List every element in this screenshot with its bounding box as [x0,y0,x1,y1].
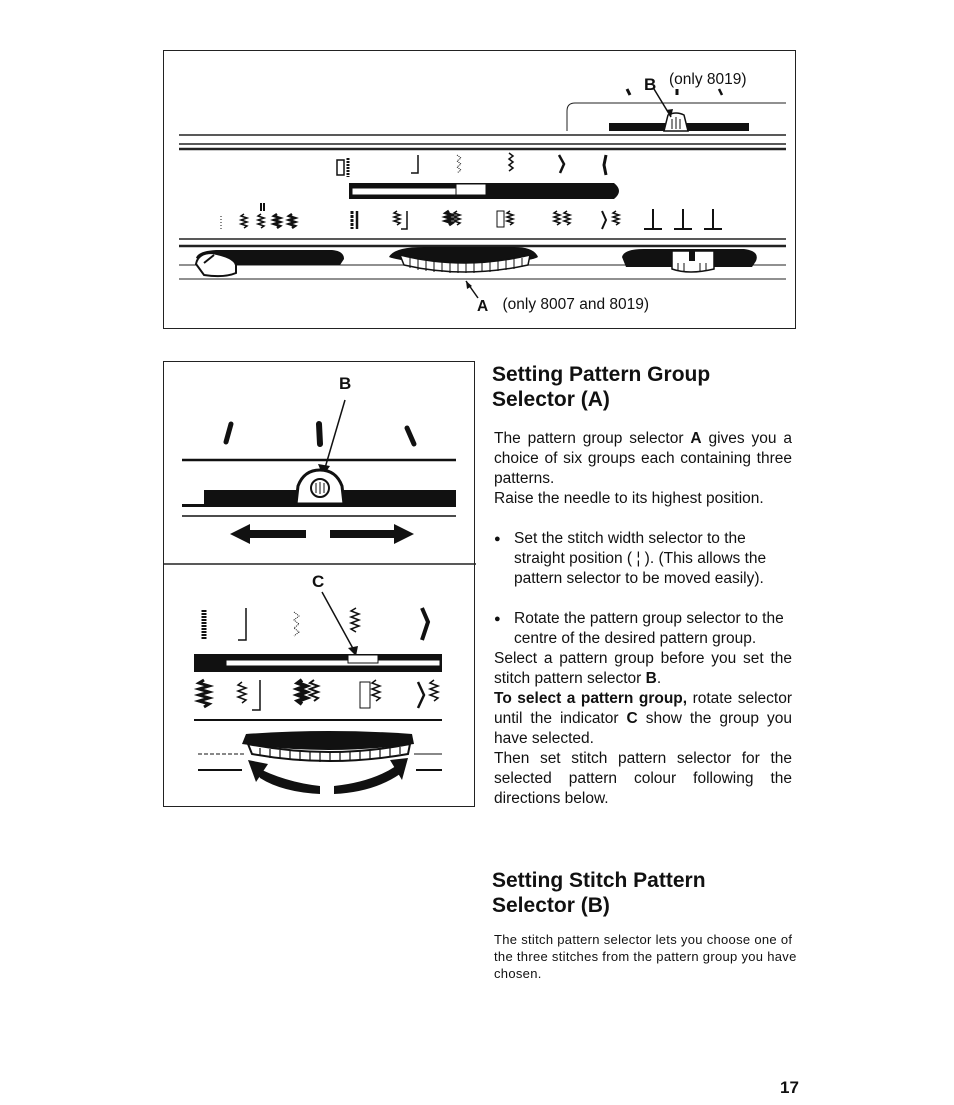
section1-bullet-1: ● Set the stitch width selector to the straight position ( ¦ ). (This allows the pattern selector to be moved easily). [494,529,792,589]
top-label-b: B [644,75,657,94]
section1-heading-line2: Selector (A) [492,388,610,411]
detail-figure [163,361,475,807]
p4-bold: To select a pattern group, [494,690,688,707]
stitch-selector-knob-icon [296,470,344,504]
p1-bold: A [690,430,702,447]
top-label-b-note: (only 8019) [669,71,747,88]
top-figure [163,50,796,329]
section2-heading-line1: Setting Stitch Pattern [492,869,706,892]
p4-text-post: show the group you have selected. [494,710,792,747]
section1-bullet-2: ● Rotate the pattern group selector to the centre of the desired pattern group. [494,609,792,649]
section1-paragraph-2: Raise the needle to its highest position. [494,490,764,507]
section2-heading [492,868,706,918]
p4-text: rotate selector until the indicator [494,690,792,727]
rotate-arrows-icon [248,758,408,794]
section1-paragraph-3 [494,649,792,689]
top-label-a-note: (only 8007 and 8019) [502,296,650,313]
section1-paragraph-5: Then set stitch pattern selector for the selected pattern colour following the directions below. [494,750,792,807]
page-number: 17 [780,1078,799,1097]
section2-heading-line2: Selector (B) [492,894,610,917]
p1-text: The pattern group selector [494,430,691,447]
detail-label-b: B [339,374,352,393]
pattern-row-lower [221,203,722,231]
stitch-selector-knob-icon [664,113,688,131]
p3-bold: B [645,670,657,687]
pattern-group-dial-icon [242,731,414,762]
section1-heading-line1: Setting Pattern Group [492,363,711,386]
arrow-right-icon [330,524,414,544]
section1-paragraph-4 [494,689,792,749]
detail-label-c: C [312,572,325,591]
section1-heading [492,362,710,412]
p4-bold2: C [626,710,638,727]
p3-text-post: . [656,670,662,687]
pattern-group-dial-icon [389,247,538,273]
top-figure-illustration [164,51,797,330]
pattern-row-upper [337,153,606,177]
p3-text: Select a pattern group before you set the stitch pattern selector [494,650,792,687]
section1-paragraph-1 [494,429,792,489]
section2-body: The stitch pattern selector lets you choose one of the three stitches from the pattern group you have chosen. [494,932,797,981]
top-label-a: A [477,298,489,315]
section1-body [494,429,792,809]
p1-text-post: gives you a choice of six groups each containing three patterns. [494,430,792,487]
arrow-left-icon [230,524,306,544]
